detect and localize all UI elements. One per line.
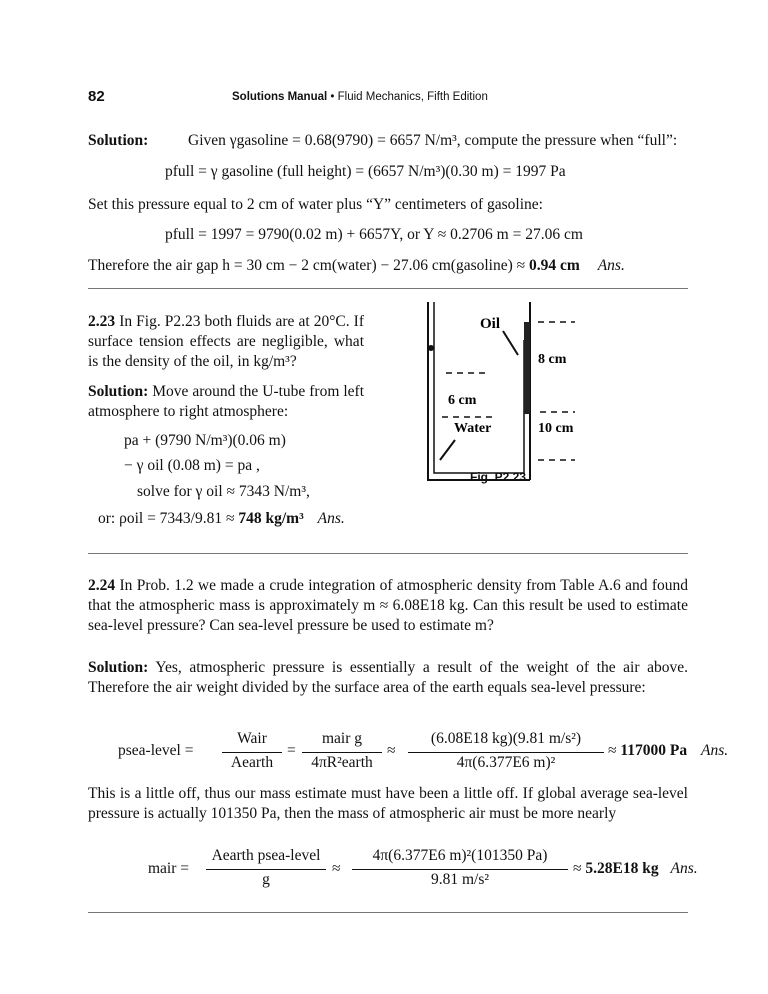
density-answer: 748 kg/m³ bbox=[238, 510, 304, 527]
tube-outer-left bbox=[428, 302, 530, 480]
denominator: 4π(6.377E6 m)² bbox=[456, 754, 556, 771]
denominator: 4πR²earth bbox=[311, 754, 373, 771]
page-number: 82 bbox=[88, 88, 105, 105]
fraction-numeric bbox=[408, 730, 604, 772]
given-line: Given γgasoline = 0.68(9790) = 6657 N/m³, compute the pressure when “full”: bbox=[188, 132, 678, 149]
problem-2-23-solution bbox=[88, 382, 364, 422]
air-gap-text: Therefore the air gap h = 30 cm − 2 cm(water) − 27.06 cm(gasoline) ≈ bbox=[88, 257, 526, 274]
fraction-bar bbox=[302, 752, 382, 753]
fraction-bar bbox=[222, 752, 282, 753]
mair-lhs: mair = bbox=[148, 860, 190, 877]
fraction-weight-area bbox=[222, 730, 282, 772]
problem-text: In Fig. P2.23 both fluids are at 20°C. If surface tension effects are negligible, what is the density of the oil, in kg/m³? bbox=[88, 313, 365, 370]
ans-label: Ans. bbox=[597, 257, 625, 274]
water-leader-line bbox=[440, 440, 455, 460]
fraction-mass-area bbox=[302, 730, 382, 772]
pfull-equation-2: pfull = 1997 = 9790(0.02 m) + 6657Y, or Y ≈ 0.2706 m = 27.06 cm bbox=[165, 226, 583, 243]
pressure-answer: 117000 Pa bbox=[620, 742, 688, 759]
label-8cm: 8 cm bbox=[538, 352, 567, 367]
numerator: mair g bbox=[321, 730, 363, 747]
numerator: Wair bbox=[237, 730, 267, 747]
label-6cm: 6 cm bbox=[448, 393, 477, 408]
mass-answer: 5.28E18 kg bbox=[585, 860, 659, 877]
book-title: Fluid Mechanics, Fifth Edition bbox=[337, 91, 488, 103]
problem-2-23-statement bbox=[88, 312, 364, 372]
label-water: Water bbox=[454, 421, 492, 436]
problem-2-24-solution bbox=[88, 658, 688, 698]
pfull-equation: pfull = γ gasoline (full height) = (6657 N/m³)(0.30 m) = 1997 Pa bbox=[165, 163, 566, 180]
equation-line-3: solve for γ oil ≈ 7343 N/m³, bbox=[137, 483, 310, 500]
air-gap-answer: 0.94 cm bbox=[529, 257, 580, 274]
paragraph-mass-estimate: This is a little off, thus our mass estimate must have been a little off. If global average sea-level pressure is actually 101350 Pa, then the mass of atmospheric air must be more nearly bbox=[88, 785, 688, 822]
ans-label: Ans. bbox=[670, 860, 698, 877]
ans-label: Ans. bbox=[701, 742, 729, 759]
section-divider bbox=[88, 553, 688, 554]
running-header bbox=[232, 91, 488, 103]
approx-sign: ≈ bbox=[332, 860, 341, 877]
section-divider bbox=[88, 912, 688, 913]
psl-lhs: psea-level = bbox=[118, 742, 194, 759]
numerator: (6.08E18 kg)(9.81 m/s²) bbox=[430, 730, 582, 747]
label-10cm: 10 cm bbox=[538, 421, 574, 436]
running-title: Solutions Manual bbox=[232, 91, 328, 103]
problem-number: 2.24 bbox=[88, 577, 116, 594]
label-oil: Oil bbox=[480, 316, 501, 332]
problem-2-24-statement bbox=[88, 576, 688, 636]
pressure-result: ≈ 117000 Pa Ans. bbox=[608, 742, 729, 759]
water-surface-marker bbox=[428, 345, 434, 351]
equation-line-1: pa + (9790 N/m³)(0.06 m) bbox=[124, 432, 286, 449]
denominator: g bbox=[262, 871, 270, 888]
solution-label: Solution: bbox=[88, 132, 149, 149]
tube-inner bbox=[434, 302, 524, 473]
equation-line-4 bbox=[98, 510, 345, 528]
equals-sign: = bbox=[287, 742, 296, 759]
density-expression: or: ρoil = 7343/9.81 ≈ bbox=[98, 510, 235, 527]
denominator: 9.81 m/s² bbox=[430, 871, 490, 888]
solution-label: Solution: bbox=[88, 659, 149, 676]
ans-label: Ans. bbox=[317, 510, 345, 527]
mass-result: ≈ 5.28E18 kg Ans. bbox=[573, 860, 698, 877]
numerator: Aearth psea-level bbox=[211, 847, 321, 864]
approx-sign: ≈ bbox=[387, 742, 396, 759]
fraction-bar bbox=[206, 869, 326, 870]
fraction-bar bbox=[408, 752, 604, 753]
air-gap-line bbox=[88, 257, 625, 275]
figure-caption: Fig. P2.23 bbox=[470, 470, 527, 484]
problem-number: 2.23 bbox=[88, 313, 116, 330]
section-divider bbox=[88, 288, 688, 289]
oil-leader-line bbox=[503, 331, 518, 355]
solution-text: Yes, atmospheric pressure is essentially a result of the weight of the air above. Therefore the air weight divided by the surface area of the earth equals sea-level pressure: bbox=[88, 659, 688, 696]
problem-text: In Prob. 1.2 we made a crude integration of atmospheric density from Table A.6 and found that the atmospheric mass is approximately m ≈ 6.08E18 kg. Can this result be used to estimate sea-level pressure? Can sea-level pressure be used to estimate m? bbox=[88, 577, 689, 634]
oil-column bbox=[524, 322, 530, 414]
denominator: Aearth bbox=[230, 754, 274, 771]
fraction-area-pressure bbox=[206, 847, 326, 889]
fraction-bar bbox=[352, 869, 568, 870]
equation-line-2: − γ oil (0.08 m) = pa , bbox=[124, 457, 260, 474]
solution-label: Solution: bbox=[88, 383, 149, 400]
header-separator: • bbox=[330, 91, 335, 103]
numerator: 4π(6.377E6 m)²(101350 Pa) bbox=[372, 847, 548, 864]
set-pressure-text: Set this pressure equal to 2 cm of water plus “Y” centimeters of gasoline: bbox=[88, 196, 543, 213]
fraction-mass-numeric bbox=[352, 847, 568, 889]
solution-text: Move around the U-tube from left atmosphere to right atmosphere: bbox=[88, 383, 364, 420]
